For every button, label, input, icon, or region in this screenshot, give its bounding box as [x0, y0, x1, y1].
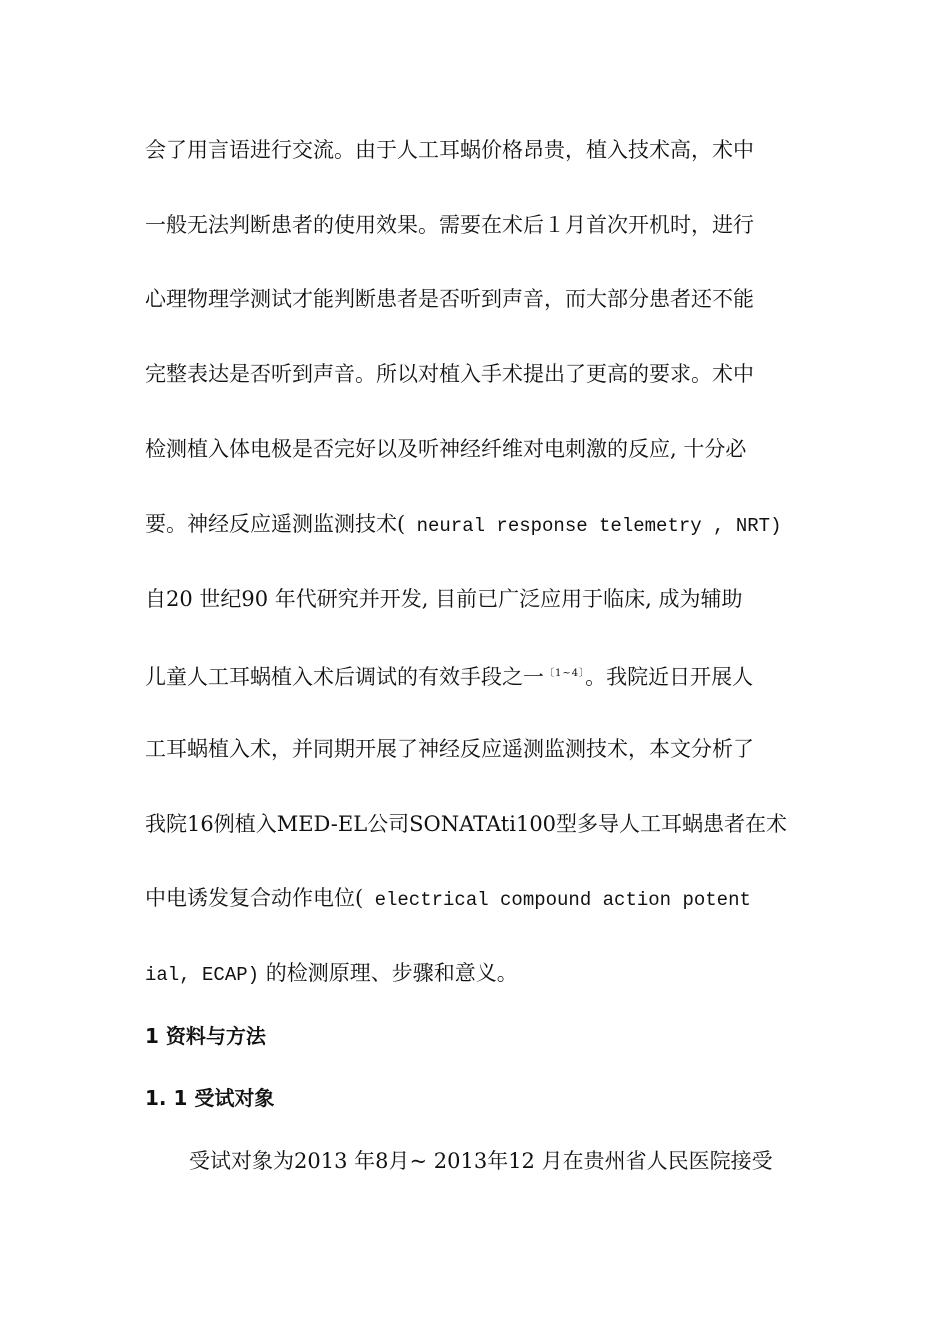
paragraph-line: 我院16例植入MED-EL公司SONATAti100型多导人工耳蜗患者在术 [145, 812, 788, 836]
english-term: ial, ECAP) [145, 964, 260, 986]
text-span: 儿童人工耳蜗植入术后调试的有效手段之一 [145, 665, 544, 689]
citation-superscript: 〔1~4〕 [544, 668, 586, 679]
section-heading: 1 资料与方法 [145, 1024, 266, 1048]
paragraph-line: 一般无法判断患者的使用效果。需要在术后１月首次开机时，进行 [145, 213, 754, 237]
english-term: neural response telemetry , NRT) [405, 515, 782, 537]
paragraph-line: 心理物理学测试才能判断患者是否听到声音，而大部分患者还不能 [145, 287, 754, 311]
paragraph-line [145, 884, 751, 914]
text-span: 的检测原理、步骤和意义。 [259, 961, 518, 985]
text-span: 要。神经反应遥测监测技术( [145, 512, 406, 536]
paragraph-line: 工耳蜗植入术，并同期开展了神经反应遥测监测技术，本文分析了 [145, 737, 754, 761]
subsection-heading: 1. 1 受试对象 [145, 1086, 275, 1110]
paragraph-line [145, 510, 781, 540]
paragraph-line: 检测植入体电极是否完好以及听神经纤维对电刺激的反应, 十分必 [145, 437, 747, 461]
english-term: electrical compound action potent [363, 889, 751, 911]
paragraph-line: 完整表达是否听到声音。所以对植入手术提出了更高的要求。术中 [145, 362, 754, 386]
paragraph-line: 受试对象为2013 年8月~ 2013年12 月在贵州省人民医院接受 [189, 1149, 773, 1173]
paragraph-line: 自20 世纪90 年代研究并开发, 目前已广泛应用于临床, 成为辅助 [145, 587, 743, 611]
text-span: 。我院近日开展人 [585, 665, 754, 689]
paragraph-line: 会了用言语进行交流。由于人工耳蜗价格昂贵，植入技术高，术中 [145, 138, 754, 162]
paragraph-line [145, 959, 518, 989]
text-span: 中电诱发复合动作电位( [145, 886, 364, 910]
paragraph-line [145, 660, 753, 691]
